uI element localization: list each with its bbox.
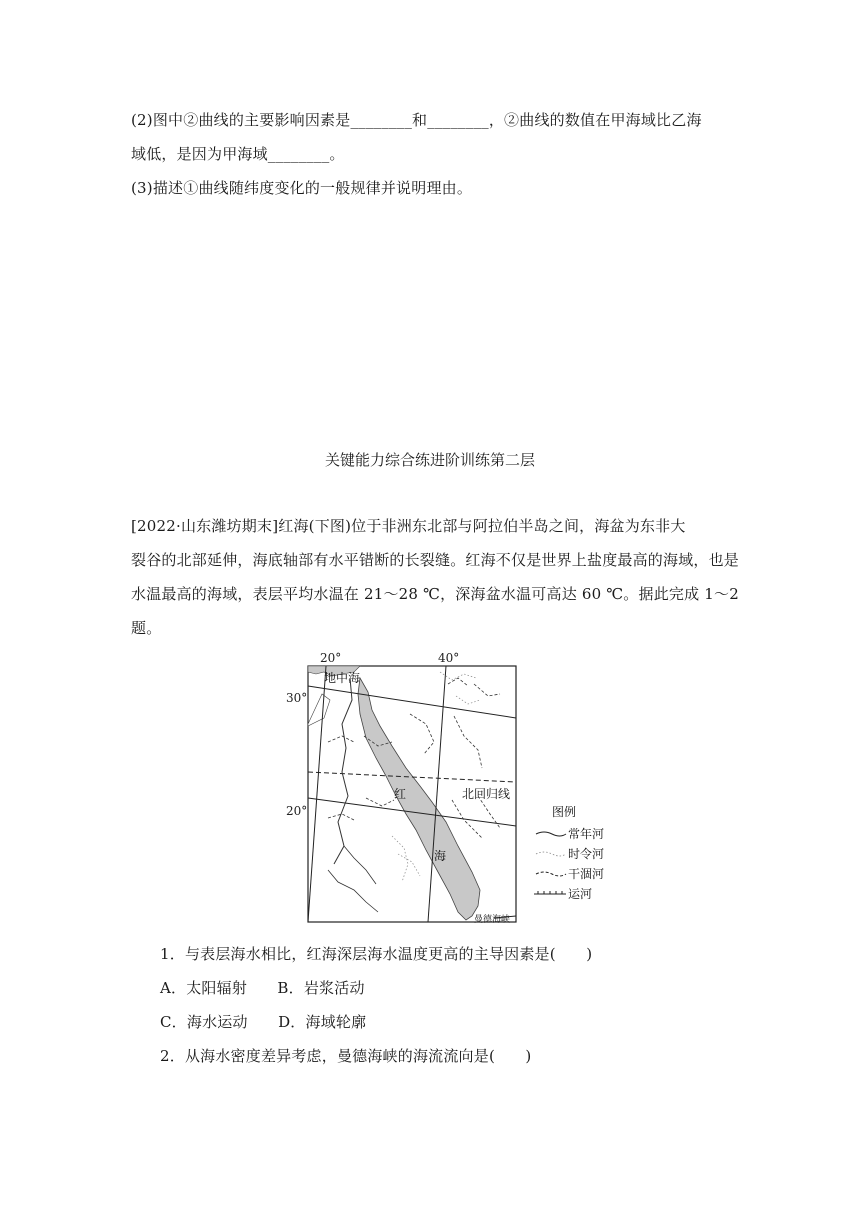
legend-dry-river: 干涸河 bbox=[568, 867, 605, 881]
legend-canal: 运河 bbox=[568, 887, 593, 901]
legend-perennial-river-swatch bbox=[536, 832, 566, 836]
legend-title: 图例 bbox=[552, 805, 577, 819]
question-3-2-line2: 域低，是因为甲海域________。 bbox=[131, 145, 345, 163]
tropic-label: 北回归线 bbox=[462, 787, 511, 801]
question-3-3: (3)描述①曲线随纬度变化的一般规律并说明理由。 bbox=[131, 179, 473, 197]
question-3-2-line1: (2)图中②曲线的主要影响因素是________和________，②曲线的数值在甲海域比乙海 bbox=[131, 111, 702, 129]
intro-line3: 水温最高的海域，表层平均水温在 21～28 ℃，深海盆水温可高达 60 ℃。据此完成 1～2 bbox=[131, 585, 739, 603]
question-1-stem: 1．与表层海水相比，红海深层海水温度更高的主导因素是( ) bbox=[160, 945, 593, 963]
section-title: 关键能力综合练进阶训练第二层 bbox=[324, 451, 535, 469]
sea-char-label: 海 bbox=[434, 849, 447, 863]
legend-perennial-river: 常年河 bbox=[568, 827, 605, 841]
question-1-options-cd: C．海水运动 D．海域轮廓 bbox=[160, 1013, 367, 1031]
question-2-stem: 2．从海水密度差异考虑，曼德海峡的海流流向是( ) bbox=[160, 1047, 532, 1065]
intro-line2: 裂谷的北部延伸，海底轴部有水平错断的长裂缝。红海不仅是世界上盐度最高的海域，也是 bbox=[131, 551, 740, 569]
red-sea-map bbox=[268, 650, 605, 928]
legend bbox=[534, 804, 604, 901]
mediterranean-label: 地中海 bbox=[324, 671, 361, 685]
strait-label: 曼德海峡 bbox=[474, 915, 511, 925]
legend-seasonal-river: 时令河 bbox=[568, 847, 605, 861]
intro-line4: 题。 bbox=[131, 619, 162, 637]
legend-dry-river-swatch bbox=[536, 872, 566, 876]
intro-line1: [2022·山东潍坊期末]红海(下图)位于非洲东北部与阿拉伯半岛之间，海盆为东非大 bbox=[131, 517, 686, 535]
question-1-options-ab: A．太阳辐射 B．岩浆活动 bbox=[160, 979, 365, 997]
red-char-label: 红 bbox=[394, 787, 407, 801]
legend-seasonal-river-swatch bbox=[536, 852, 566, 856]
lat-label-30: 30° bbox=[286, 691, 308, 705]
lat-label-20: 20° bbox=[286, 804, 308, 818]
legend-canal-swatch bbox=[534, 891, 566, 894]
lon-label-20: 20° bbox=[320, 651, 342, 665]
lon-label-40: 40° bbox=[438, 651, 460, 665]
